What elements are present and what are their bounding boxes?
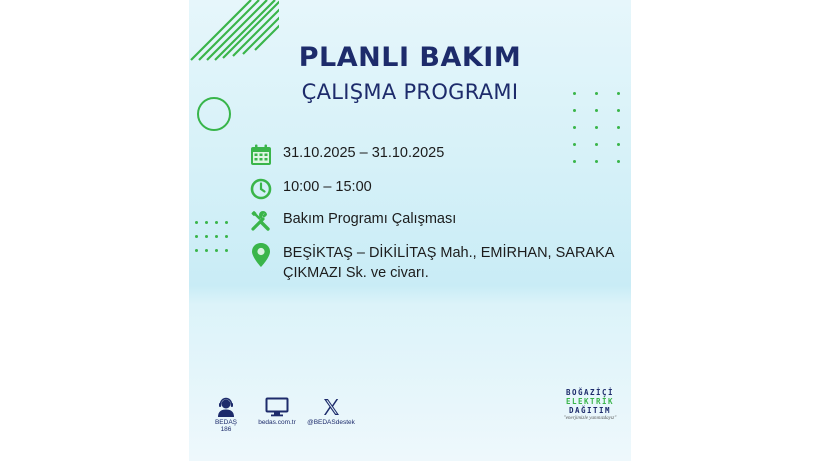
page-title: PLANLI BAKIM: [298, 42, 522, 73]
brand-line-3: DAĞITIM: [568, 406, 612, 415]
calendar-icon: [249, 143, 273, 167]
work-type: Bakım Programı Çalışması: [283, 211, 457, 227]
location-text: [283, 243, 614, 283]
location-line-1: BEŞİKTAŞ – DİKİLİTAŞ Mah., EMİRHAN, SARAKA: [283, 245, 615, 261]
x-logo-icon: [321, 397, 341, 417]
web-label: bedas.com.tr: [258, 419, 296, 426]
work-row: [249, 209, 456, 233]
date-row: [249, 143, 444, 167]
tools-icon: [249, 209, 273, 233]
date-range: 31.10.2025 – 31.10.2025: [283, 145, 445, 161]
page-subtitle: ÇALIŞMA PROGRAMI: [301, 80, 519, 104]
web-contact[interactable]: [256, 397, 298, 426]
clock-icon: [249, 177, 273, 201]
brand-line-1: BOĞAZİÇİ: [565, 388, 615, 397]
brand-slogan: "enerjimizle yanınızdayız": [563, 416, 617, 421]
brand-line-2: ELEKTRİK: [565, 397, 615, 406]
location-line-2: ÇIKMAZI Sk. ve civarı.: [283, 265, 429, 281]
time-range: 10:00 – 15:00: [283, 179, 372, 195]
company-logo: [554, 388, 626, 421]
monitor-icon: [265, 397, 289, 417]
phone-contact[interactable]: [209, 397, 243, 433]
location-pin-icon: [249, 243, 273, 267]
time-row: [249, 177, 372, 201]
phone-label: BEDAŞ 186: [214, 419, 238, 433]
x-contact[interactable]: [306, 397, 356, 426]
announcement-card: [189, 0, 631, 461]
location-row: [249, 243, 614, 283]
x-label: @BEDASdestek: [307, 419, 355, 426]
support-agent-icon: [215, 397, 237, 417]
